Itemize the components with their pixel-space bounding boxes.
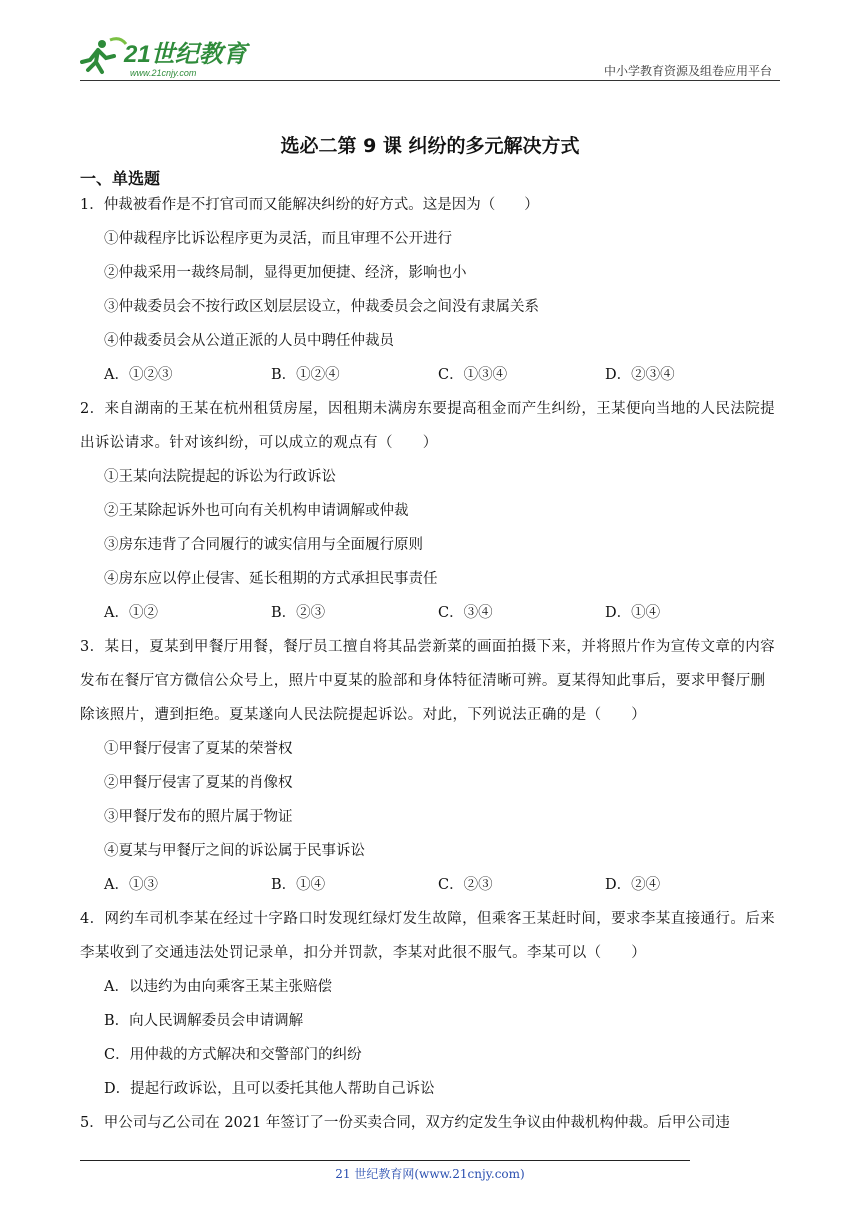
svg-text:21世纪教育: 21世纪教育 bbox=[124, 41, 247, 68]
runner-logo-icon bbox=[80, 36, 250, 80]
question-1-item: ④仲裁委员会从公道正派的人员中聘任仲裁员 bbox=[104, 333, 394, 349]
question-3-stem: 3．某日，夏某到甲餐厅用餐，餐厅员工擅自将其品尝新菜的画面拍摄下来，并将照片作为宣传文章的内容发布在餐厅官方微信公众号上，照片中夏某的脸部和身体特征清晰可辨。夏某得知此事后，要求甲餐厅删除该照片，遭到拒绝。夏某遂向人民法院提起诉讼。对此，下列说法正确的是（ ） bbox=[80, 639, 776, 723]
question-1-item: ①仲裁程序比诉讼程序更为灵活，而且审理不公开进行 bbox=[104, 231, 452, 247]
question-1-item: ③仲裁委员会不按行政区划层层设立，仲裁委员会之间没有隶属关系 bbox=[104, 299, 539, 315]
choice-b[interactable]: B．向人民调解委员会申请调解 bbox=[104, 1013, 304, 1029]
choice-d[interactable]: D．②④ bbox=[605, 877, 661, 893]
question-list bbox=[80, 188, 780, 1140]
question-3-item: ③甲餐厅发布的照片属于物证 bbox=[104, 809, 293, 825]
question-3-item: ④夏某与甲餐厅之间的诉讼属于民事诉讼 bbox=[104, 843, 365, 859]
question-1-item: ②仲裁采用一裁终局制，显得更加便捷、经济，影响也小 bbox=[104, 265, 467, 281]
choice-a[interactable]: A．①③ bbox=[104, 877, 158, 893]
footer-divider bbox=[80, 1160, 690, 1161]
question-5-stem: 5．甲公司与乙公司在 2021 年签订了一份买卖合同，双方约定发生争议由仲裁机构仲裁。后甲公司违 bbox=[80, 1115, 730, 1131]
choice-b[interactable]: B．①④ bbox=[271, 877, 326, 893]
platform-text: 中小学教育资源及组卷应用平台 bbox=[603, 64, 772, 78]
choice-a[interactable]: A．①② bbox=[104, 605, 158, 621]
site-logo bbox=[80, 36, 250, 80]
section-heading: 一、单选题 bbox=[80, 169, 161, 188]
question-1-choices bbox=[80, 358, 780, 392]
choice-c[interactable]: C．用仲裁的方式解决和交警部门的纠纷 bbox=[104, 1047, 362, 1063]
page-title: 选必二第 9 课 纠纷的多元解决方式 bbox=[280, 135, 580, 157]
question-2-item: ④房东应以停止侵害、延长租期的方式承担民事责任 bbox=[104, 571, 438, 587]
question-2-choices bbox=[80, 596, 780, 630]
header-divider bbox=[80, 80, 780, 81]
question-2-item: ①王某向法院提起的诉讼为行政诉讼 bbox=[104, 469, 336, 485]
question-3-choices bbox=[80, 868, 780, 902]
question-2-stem: 2．来自湖南的王某在杭州租赁房屋，因租期未满房东要提高租金而产生纠纷，王某便向当地的人民法院提出诉讼请求。针对该纠纷，可以成立的观点有（ ） bbox=[80, 401, 776, 451]
choice-a[interactable]: A．①②③ bbox=[104, 367, 173, 383]
question-4-stem: 4．网约车司机李某在经过十字路口时发现红绿灯发生故障，但乘客王某赶时间，要求李某直接通行。后来李某收到了交通违法处罚记录单，扣分并罚款，李某对此很不服气。李某可以（ ） bbox=[80, 911, 776, 961]
question-3-item: ①甲餐厅侵害了夏某的荣誉权 bbox=[104, 741, 293, 757]
question-2-item: ②王某除起诉外也可向有关机构申请调解或仲裁 bbox=[104, 503, 409, 519]
question-3-item: ②甲餐厅侵害了夏某的肖像权 bbox=[104, 775, 293, 791]
footer-link[interactable]: 21 世纪教育网(www.21cnjy.com) bbox=[335, 1167, 525, 1181]
choice-c[interactable]: C．③④ bbox=[438, 605, 493, 621]
svg-text:www.21cnjy.com: www.21cnjy.com bbox=[130, 68, 197, 78]
question-1-stem: 1．仲裁被看作是不打官司而又能解决纠纷的好方式。这是因为（ ） bbox=[80, 197, 539, 213]
choice-d[interactable]: D．提起行政诉讼，且可以委托其他人帮助自己诉讼 bbox=[104, 1081, 435, 1097]
choice-c[interactable]: C．①③④ bbox=[438, 367, 508, 383]
choice-c[interactable]: C．②③ bbox=[438, 877, 493, 893]
choice-d[interactable]: D．①④ bbox=[605, 605, 661, 621]
choice-d[interactable]: D．②③④ bbox=[605, 367, 675, 383]
choice-b[interactable]: B．②③ bbox=[271, 605, 326, 621]
choice-b[interactable]: B．①②④ bbox=[271, 367, 340, 383]
choice-a[interactable]: A．以违约为由向乘客王某主张赔偿 bbox=[104, 979, 332, 995]
question-2-item: ③房东违背了合同履行的诚实信用与全面履行原则 bbox=[104, 537, 423, 553]
